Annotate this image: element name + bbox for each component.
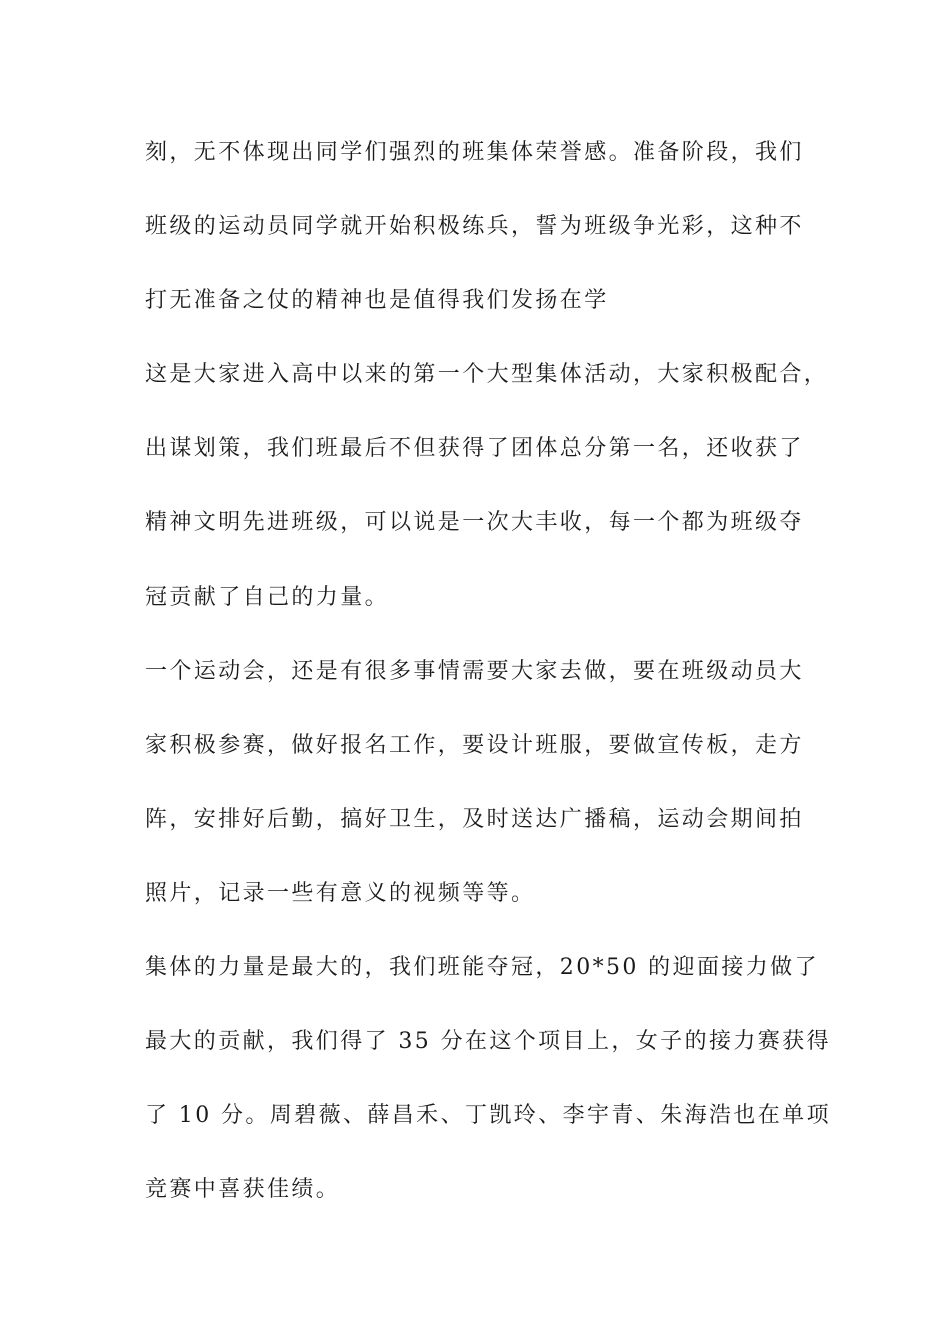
text-line: 出谋划策，我们班最后不但获得了团体总分第一名，还收获了 xyxy=(145,436,804,461)
text-line: 刻，无不体现出同学们强烈的班集体荣誉感。准备阶段，我们 xyxy=(145,140,804,165)
text-line: 集体的力量是最大的，我们班能夺冠，20*50 的迎面接力做了 xyxy=(145,955,819,980)
text-line: 家积极参赛，做好报名工作，要设计班服，要做宣传板，走方 xyxy=(145,733,804,758)
text-line: 班级的运动员同学就开始积极练兵，誓为班级争光彩，这种不 xyxy=(145,214,804,239)
text-line: 竞赛中喜获佳绩。 xyxy=(145,1177,341,1202)
text-line: 冠贡献了自己的力量。 xyxy=(145,585,390,610)
text-line: 打无准备之仗的精神也是值得我们发扬在学 xyxy=(145,288,609,313)
text-line: 阵，安排好后勤，搞好卫生，及时送达广播稿，运动会期间拍 xyxy=(145,807,804,832)
text-line: 了 10 分。周碧薇、薛昌禾、丁凯玲、李宇青、朱海浩也在单项 xyxy=(145,1103,831,1128)
text-line: 一个运动会，还是有很多事情需要大家去做，要在班级动员大 xyxy=(145,659,804,684)
text-line: 照片，记录一些有意义的视频等等。 xyxy=(145,881,536,906)
text-line: 精神文明先进班级，可以说是一次大丰收，每一个都为班级夺 xyxy=(145,510,804,535)
text-line: 这是大家进入高中以来的第一个大型集体活动，大家积极配合， xyxy=(145,362,829,387)
text-line: 最大的贡献，我们得了 35 分在这个项目上，女子的接力赛获得 xyxy=(145,1029,831,1054)
